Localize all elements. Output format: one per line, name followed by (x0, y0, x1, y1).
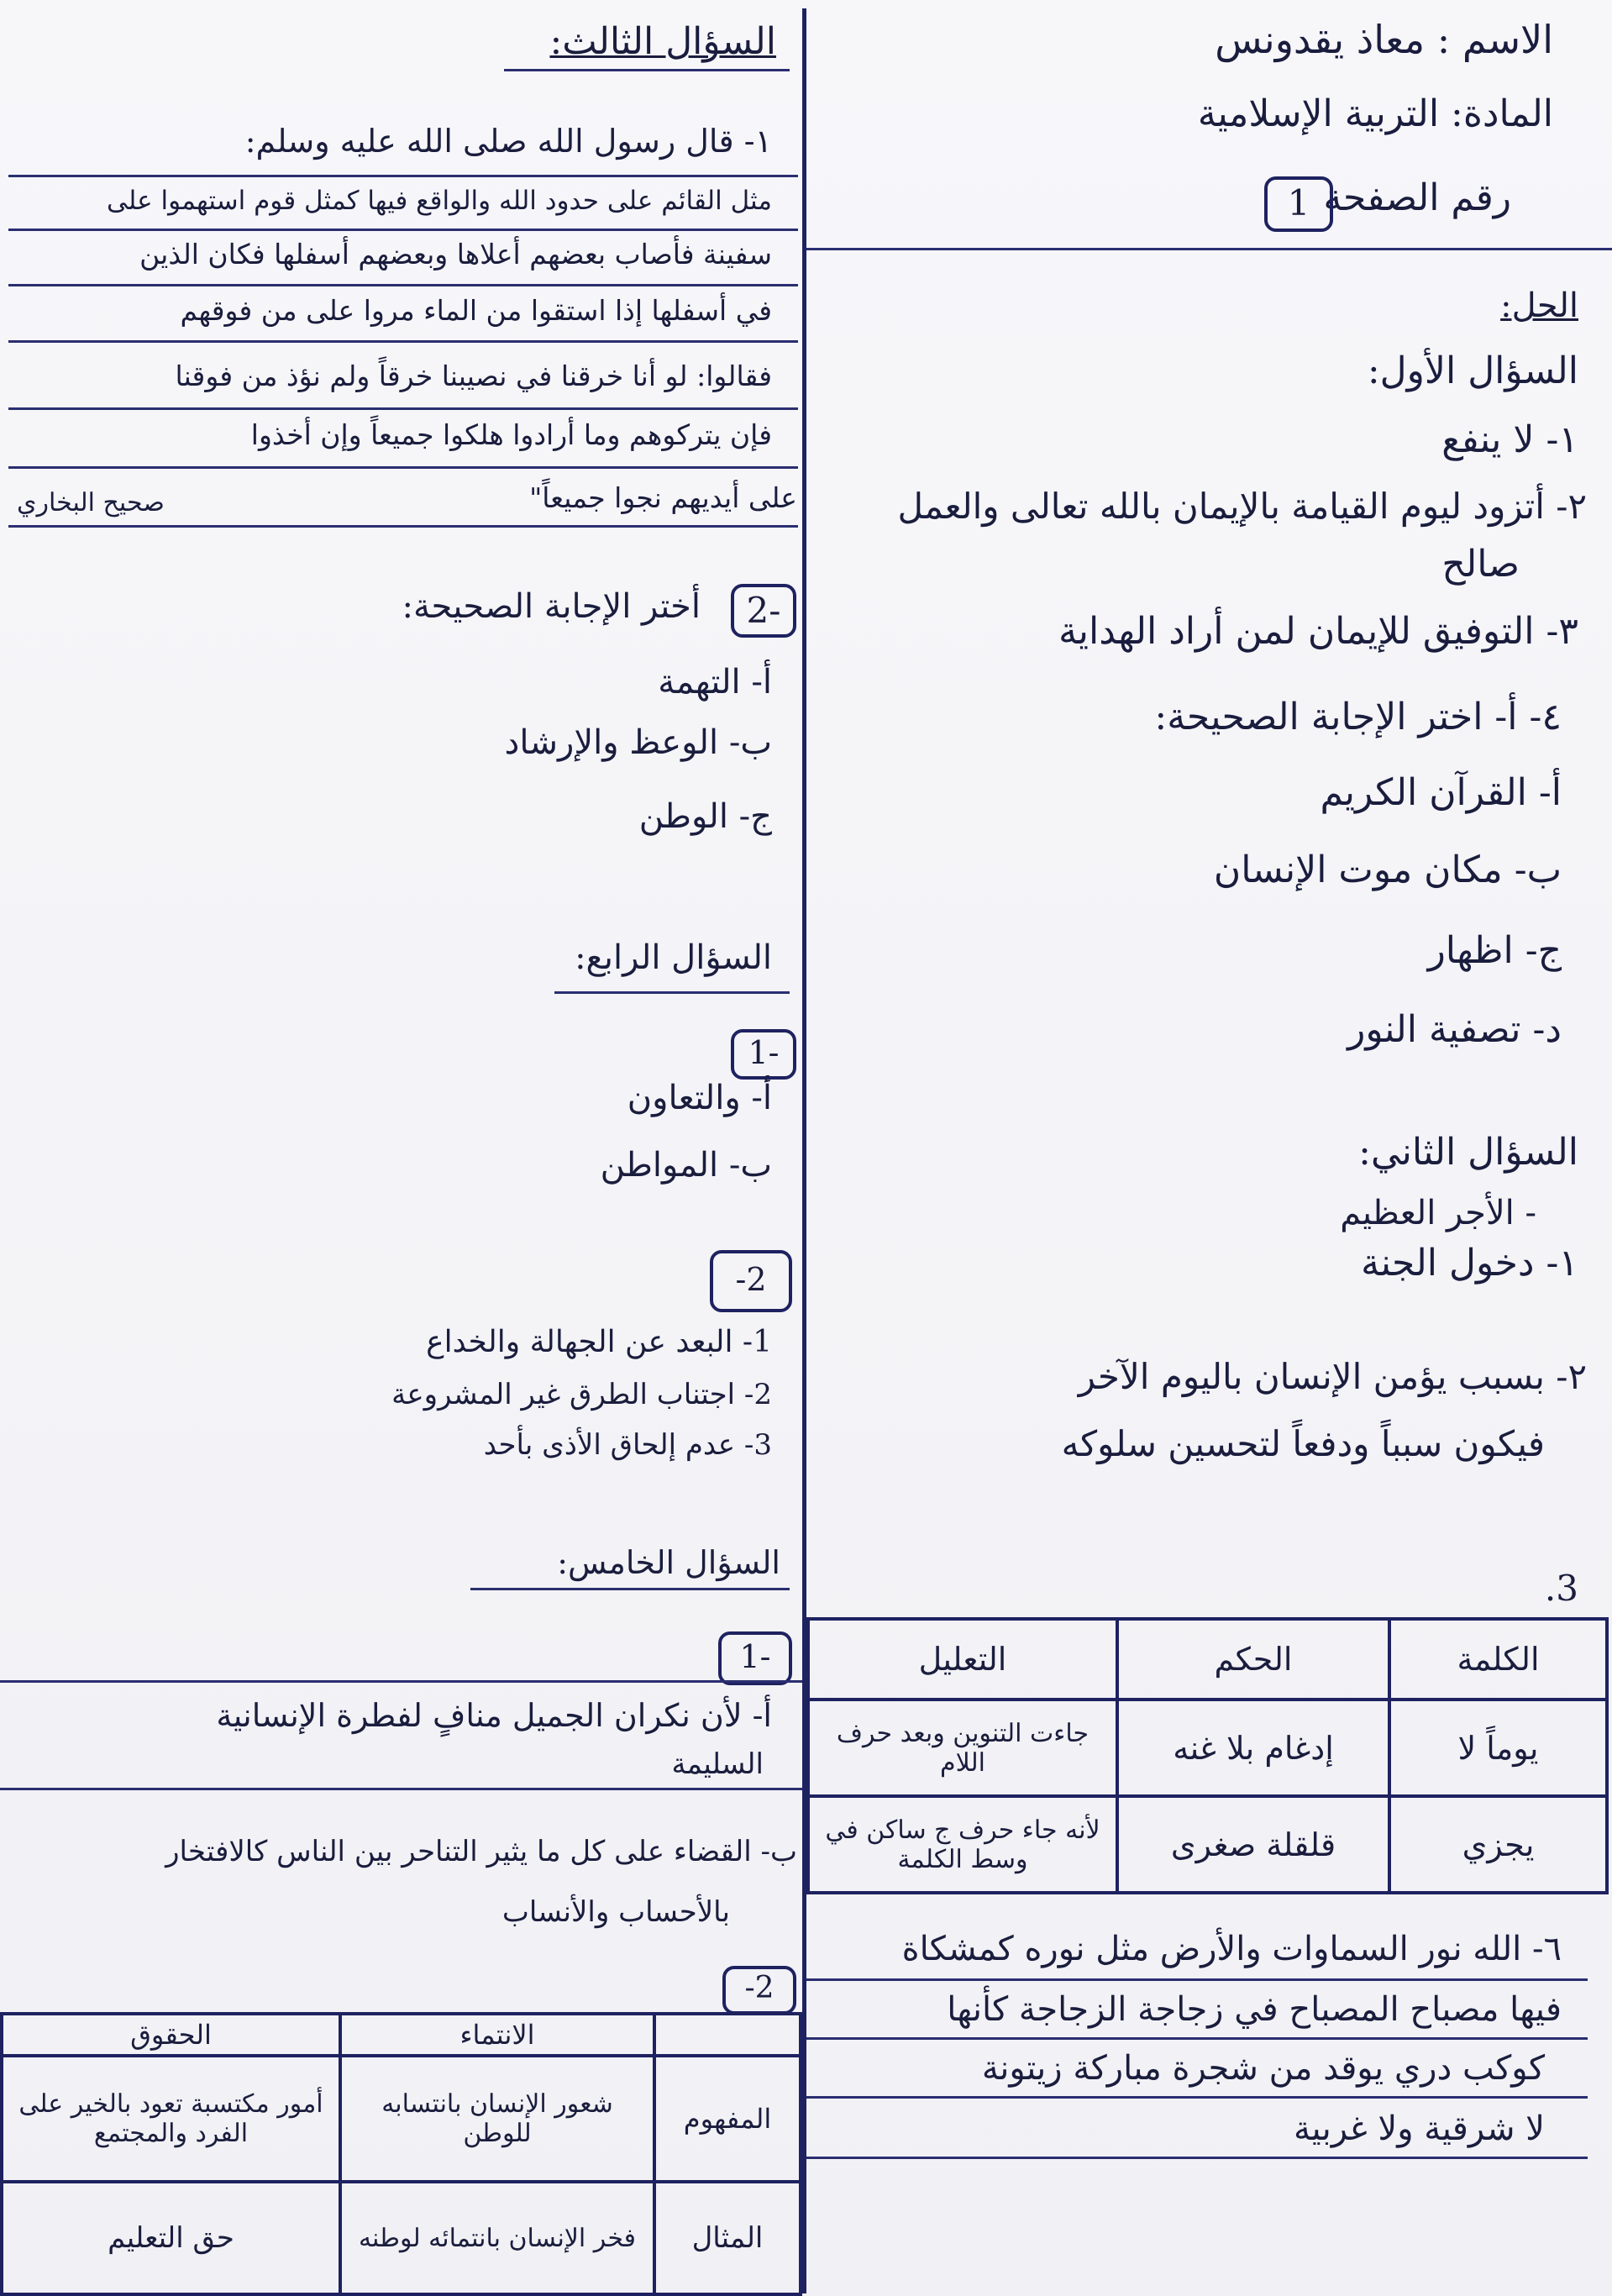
tajweed-cell: قلقلة صغرى (1117, 1796, 1389, 1893)
q1-item-2-cont: صالح (1441, 543, 1520, 586)
q4-2-item-1: 1- البعد عن الجهالة والخداع (426, 1325, 772, 1359)
tajweed-header-reason: التعليل (808, 1619, 1117, 1700)
title-underline (504, 69, 790, 71)
q6-line-3: كوكب دري يوقد من شجرة مباركة زيتونة (981, 2049, 1545, 2088)
hadith-line-5: فقالوا: لو أنا خرقنا في نصيبنا خرقاً ولم نؤذ من فوقنا (175, 360, 772, 392)
belonging-header: الانتماء (340, 2014, 654, 2056)
hadith-line-3: سفينة فأصاب بعضهم أعلاها وبعضهم أسفلها فكان الذين (139, 238, 772, 271)
rule-line (8, 407, 798, 410)
rule-line (0, 1680, 802, 1683)
q1-choice-d: د- تصفية النور (1347, 1008, 1562, 1051)
q6-line-4: لا شرقية ولا غربية (1294, 2109, 1545, 2148)
belonging-cell: شعور الإنسان بانتسابه للوطن (340, 2056, 654, 2182)
hadith-line-7: على أيديهم نجوا جميعاً" (529, 481, 797, 514)
q1-item-4: ٤- أ- اختر الإجابة الصحيحة: (1154, 696, 1562, 738)
q1-item-3: ٣- التوفيق للإيمان لمن أراد الهداية (1058, 610, 1578, 653)
tajweed-cell: يجزي (1389, 1796, 1607, 1893)
rule-line (8, 175, 798, 177)
hadith-line-6: فإن يتركوهم وما أرادوا هلكوا جميعاً وإن أخذوا (250, 418, 772, 451)
q1-item-2: ٢- أتزود ليوم القيامة بالإيمان بالله تعالى والعمل (897, 486, 1587, 527)
belonging-cell: فخر الإنسان بانتمائه لوطنه (340, 2182, 654, 2294)
header-divider (806, 248, 1612, 250)
hadith-line-1: ١- قال رسول الله صلى الله عليه وسلم: (244, 123, 772, 160)
rule-line (806, 2157, 1588, 2159)
rule-line (0, 1788, 802, 1790)
rule-line (8, 466, 798, 469)
q4-1-item-a: أ- والتعاون (627, 1079, 772, 1117)
belonging-cell: أمور مكتسبة تعود بالخير على الفرد والمجتمع (2, 2056, 340, 2182)
title-underline (470, 1588, 790, 1590)
rule-line (806, 2037, 1588, 2040)
q4-2-item-2: 2- اجتناب الطرق غير المشروعة (391, 1378, 772, 1411)
page-label: رقم الصفحة (1323, 176, 1511, 219)
q4-2-item-3: 3- عدم إلحاق الأذى بأحد (483, 1428, 772, 1462)
q5-1-line-2: السليمة (671, 1747, 764, 1781)
q1-title: السؤال الأول: (1367, 349, 1578, 392)
belonging-cell: المفهوم (654, 2056, 801, 2182)
belonging-cell: المثال (654, 2182, 801, 2294)
q1-item-1: ١- لا ينفع (1441, 418, 1578, 461)
q3-number: .3 (1544, 1568, 1578, 1609)
rule-line (8, 340, 798, 343)
q5-1-line-1: أ- لأن نكران الجميل منافٍ لفطرة الإنسانية (216, 1697, 772, 1734)
q1-choice-c: ج- اظهار (1427, 929, 1562, 972)
q2-2-line-1: ٢- بسبب يؤمن الإنسان باليوم الآخر (1078, 1356, 1587, 1397)
rule-line (806, 2096, 1588, 2099)
q2-title: السؤال الثاني: (1358, 1131, 1578, 1174)
q3-title-left: السؤال الثالث: (549, 20, 776, 63)
q6-line-2: فيها مصباح المصباح في زجاجة الزجاجة كأنها (947, 1990, 1562, 2029)
q3-2-choice-a: أ- التهمة (658, 663, 772, 701)
q5-1-line-4: بالأحساب والأنساب (501, 1895, 730, 1929)
hadith-line-2: مثل القائم على حدود الله والواقع فيها كمثل قوم استهموا على (107, 186, 772, 216)
tajweed-header-ruling: الحكم (1117, 1619, 1389, 1700)
rule-line (8, 229, 798, 231)
q4-1-item-b: ب- المواطن (600, 1146, 772, 1185)
tajweed-cell: يوماً لا (1389, 1700, 1607, 1796)
hadith-line-4: في أسفلها إذا استقوا من الماء مروا على من فوقهم (180, 294, 772, 327)
q2-2-line-2: فيكون سبباً ودفعاً لتحسين سلوكه (1061, 1423, 1545, 1464)
tajweed-cell: لأنه جاء حرف ج ساكن في وسط الكلمة (808, 1796, 1117, 1893)
belonging-header: الحقوق (2, 2014, 340, 2056)
q3-2-title: أختر الإجابة الصحيحة: (402, 587, 701, 626)
belonging-cell: حق التعليم (2, 2182, 340, 2294)
q3-2-choice-b: ب- الوعظ والإرشاد (504, 723, 772, 762)
q6-line-1: ٦- الله نور السماوات والأرض مثل نوره كمشكاة (901, 1930, 1562, 1968)
q5-1-line-3: ب- القضاء على كل ما يثير التناحر بين الناس كالافتخار (165, 1835, 797, 1868)
rule-line (8, 525, 798, 528)
q4-1-number-box: 1- (731, 1029, 796, 1080)
subject-label: المادة: التربية الإسلامية (1197, 92, 1553, 135)
q5-1-number-box: 1- (718, 1631, 792, 1685)
q1-choice-a: أ- القرآن الكريم (1320, 771, 1562, 814)
page-number-box: 1 (1264, 176, 1333, 232)
q5-title: السؤال الخامس: (557, 1544, 780, 1581)
rule-line (806, 1978, 1588, 1981)
q4-title: السؤال الرابع: (575, 938, 772, 977)
belonging-table (0, 2012, 802, 2296)
belonging-header (654, 2014, 801, 2056)
q2-item-1: - الأجر العظيم (1340, 1194, 1536, 1232)
hadith-source: صحيح البخاري (17, 488, 165, 518)
q4-2-number-box: -2 (710, 1250, 792, 1312)
tajweed-table (806, 1617, 1609, 1894)
student-name: الاسم : معاذ يقدونس (1215, 17, 1553, 62)
q1-choice-b: ب- مكان موت الإنسان (1213, 849, 1562, 891)
tajweed-cell: إدغام بلا غنه (1117, 1700, 1389, 1796)
q2-item-2: ١- دخول الجنة (1361, 1242, 1578, 1285)
q5-2-number-box: -2 (722, 1966, 796, 2015)
q3-2-choice-c: ج- الوطن (638, 797, 772, 836)
tajweed-header-word: الكلمة (1389, 1619, 1607, 1700)
title-underline (554, 991, 790, 994)
column-divider (802, 8, 806, 2293)
tajweed-cell: جاءت التنوين وبعد حرف اللام (808, 1700, 1117, 1796)
q3-2-number-box: 2- (731, 584, 796, 638)
rule-line (8, 284, 798, 286)
solution-label: الحل: (1500, 286, 1578, 325)
